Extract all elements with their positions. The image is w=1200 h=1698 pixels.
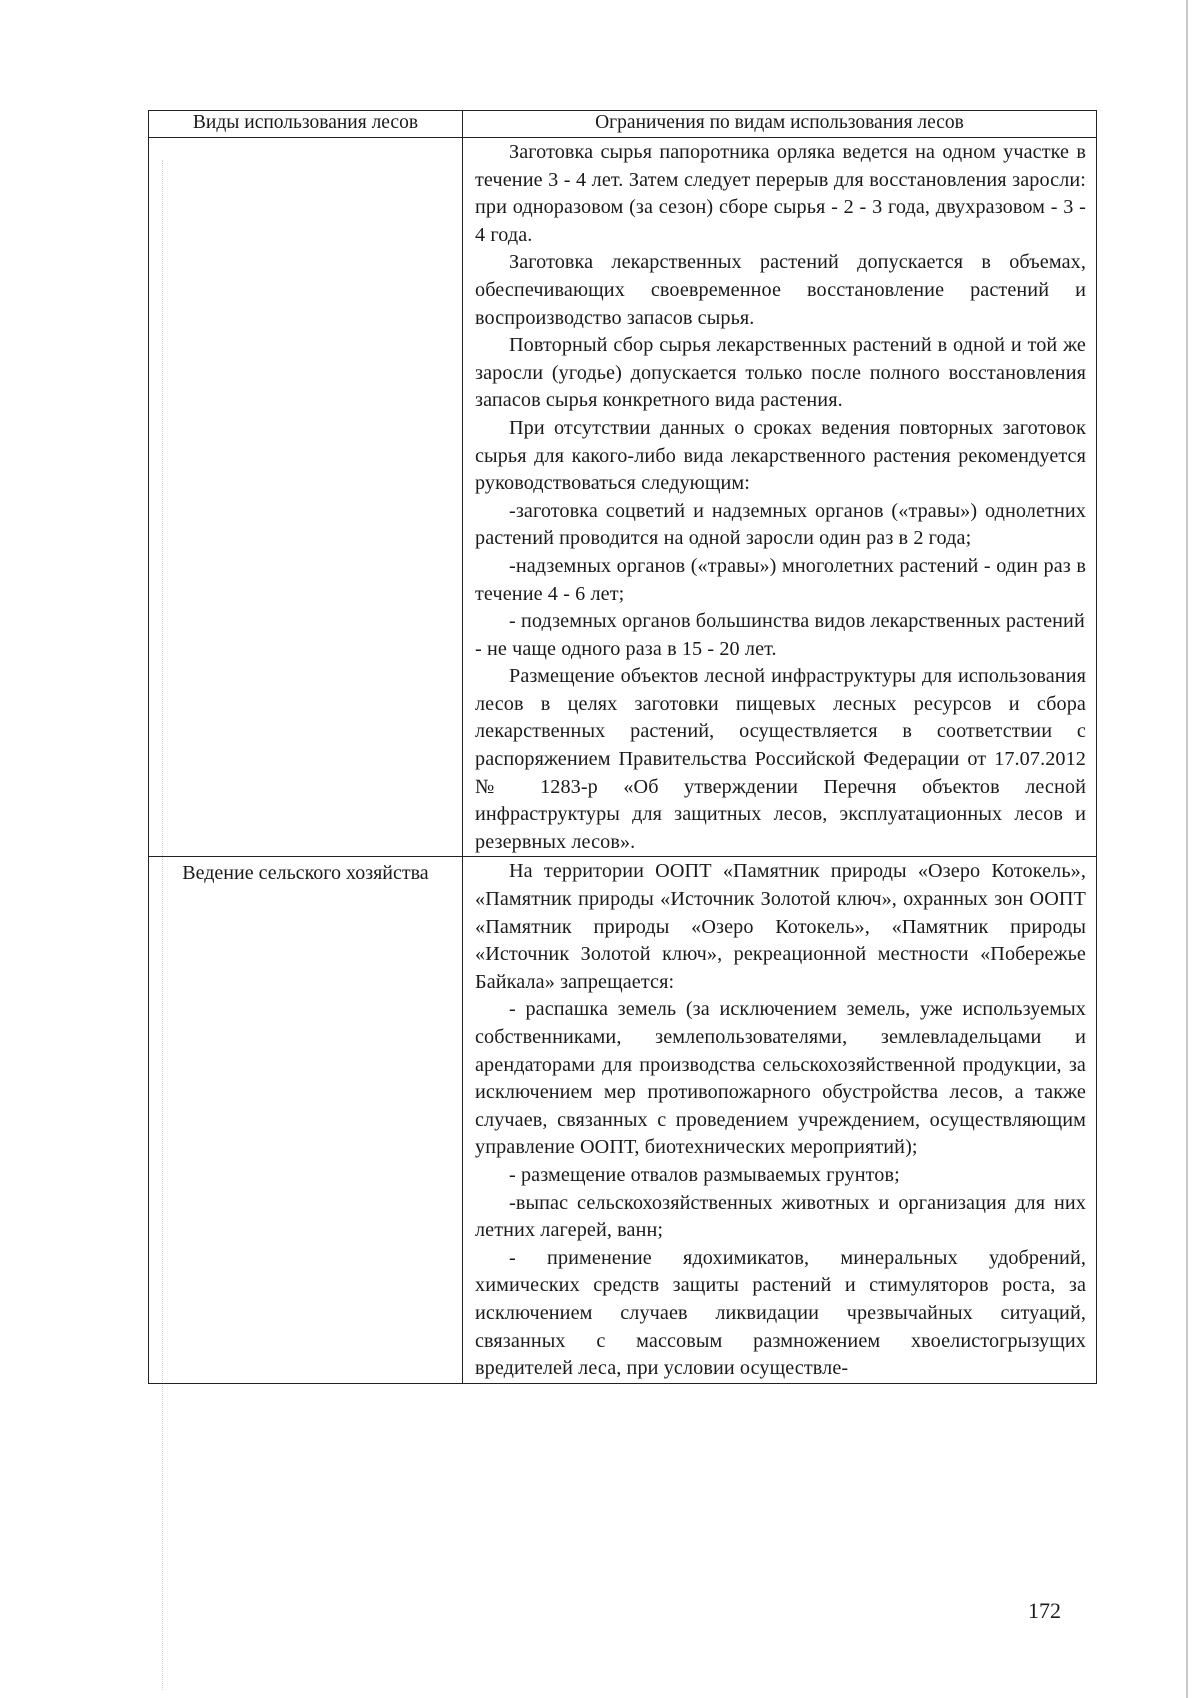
- restrictions-cell: [463, 857, 1097, 1383]
- restriction-paragraph: - подземных органов большинства видов лекарственных растений - не чаще одного раза в 15 - 20 лет.: [475, 610, 1085, 660]
- page-number: 172: [1028, 1598, 1061, 1623]
- restriction-paragraph: Заготовка сырья папоротника орляка ведется на одном участке в течение 3 - 4 лет. Затем следует перерыв для восстановления заросли: при одноразовом (за сезон) сборе сырья - 2 - 3 года, двухразовом - 3 - 4 года.: [475, 141, 1086, 246]
- restriction-paragraph: - размещение отвалов размываемых грунтов;: [509, 1163, 900, 1186]
- restriction-paragraph: Повторный сбор сырья лекарственных растений в одной и той же заросли (угодье) допускается только после полного восстановления запасов сырья конкретного вида растения.: [475, 334, 1086, 412]
- restriction-paragraph: На территории ООПТ «Памятник природы «Озеро Котокель», «Памятник природы «Источник Золотой ключ», охранных зон ООПТ «Памятник природы «Озеро Котокель», «Памятник природы «Источник Золотой ключ», рекреационной местности «Побережье Байкала» запрещается:: [475, 860, 1086, 993]
- table-header-row: [149, 111, 1097, 138]
- forest-use-restrictions-table: [148, 110, 1097, 1384]
- header-forest-use-types: Виды использования лесов: [149, 111, 463, 138]
- restriction-paragraph: -надземных органов («травы») многолетних растений - один раз в течение 4 - 6 лет;: [475, 554, 1086, 605]
- restriction-paragraph: Заготовка лекарственных растений допускается в объемах, обеспечивающих своевременное восстановление растений и воспроизводство запасов сырья.: [475, 251, 1086, 329]
- table-row: [149, 138, 1097, 857]
- restriction-paragraph: Размещение объектов лесной инфраструктуры для использования лесов в целях заготовки пищевых лесных ресурсов и сбора лекарственных растений, осуществляется в соответствии с распоряжением Правительства Российской Федерации от 17.07.2012 № 1283-р «Об утверждении Перечня объектов лесной инфраструктуры для защитных лесов, эксплуатационных лесов и резервных лесов».: [475, 665, 1086, 853]
- restrictions-cell: [463, 138, 1097, 857]
- forest-use-type-cell: [149, 138, 463, 857]
- table-row: [149, 857, 1097, 1383]
- header-restrictions: Ограничения по видам использования лесов: [463, 111, 1097, 138]
- scan-edge-line: [1186, 0, 1188, 1698]
- restriction-paragraph: При отсутствии данных о сроках ведения повторных заготовок сырья для какого-либо вида лекарственного растения рекомендуется руководствоваться следующим:: [475, 416, 1086, 495]
- forest-use-type-cell: Ведение сельского хозяйства: [149, 857, 463, 1383]
- restriction-paragraph: - применение ядохимикатов, минеральных удобрений, химических средств защиты растений и стимуляторов роста, за исключением случаев ликвидации чрезвычайных ситуаций, связанных с массовым размножением хвоелистогрызущих вредителей леса, при условии осуществле-: [475, 1246, 1086, 1380]
- restriction-paragraph: -заготовка соцветий и надземных органов («травы») однолетних растений проводится на одной заросли один раз в 2 года;: [475, 499, 1086, 550]
- restriction-paragraph: -выпас сельскохозяйственных животных и организация для них летних лагерей, ванн;: [475, 1191, 1086, 1242]
- restriction-paragraph: - распашка земель (за исключением земель, уже используемых собственниками, землепользователями, землевладельцами и арендаторами для производства сельскохозяйственной продукции, за исключением мер противопожарного обустройства лесов, а также случаев, связанных с проведением учреждением, осуществляющим управление ООПТ, биотехнических мероприятий);: [475, 998, 1086, 1159]
